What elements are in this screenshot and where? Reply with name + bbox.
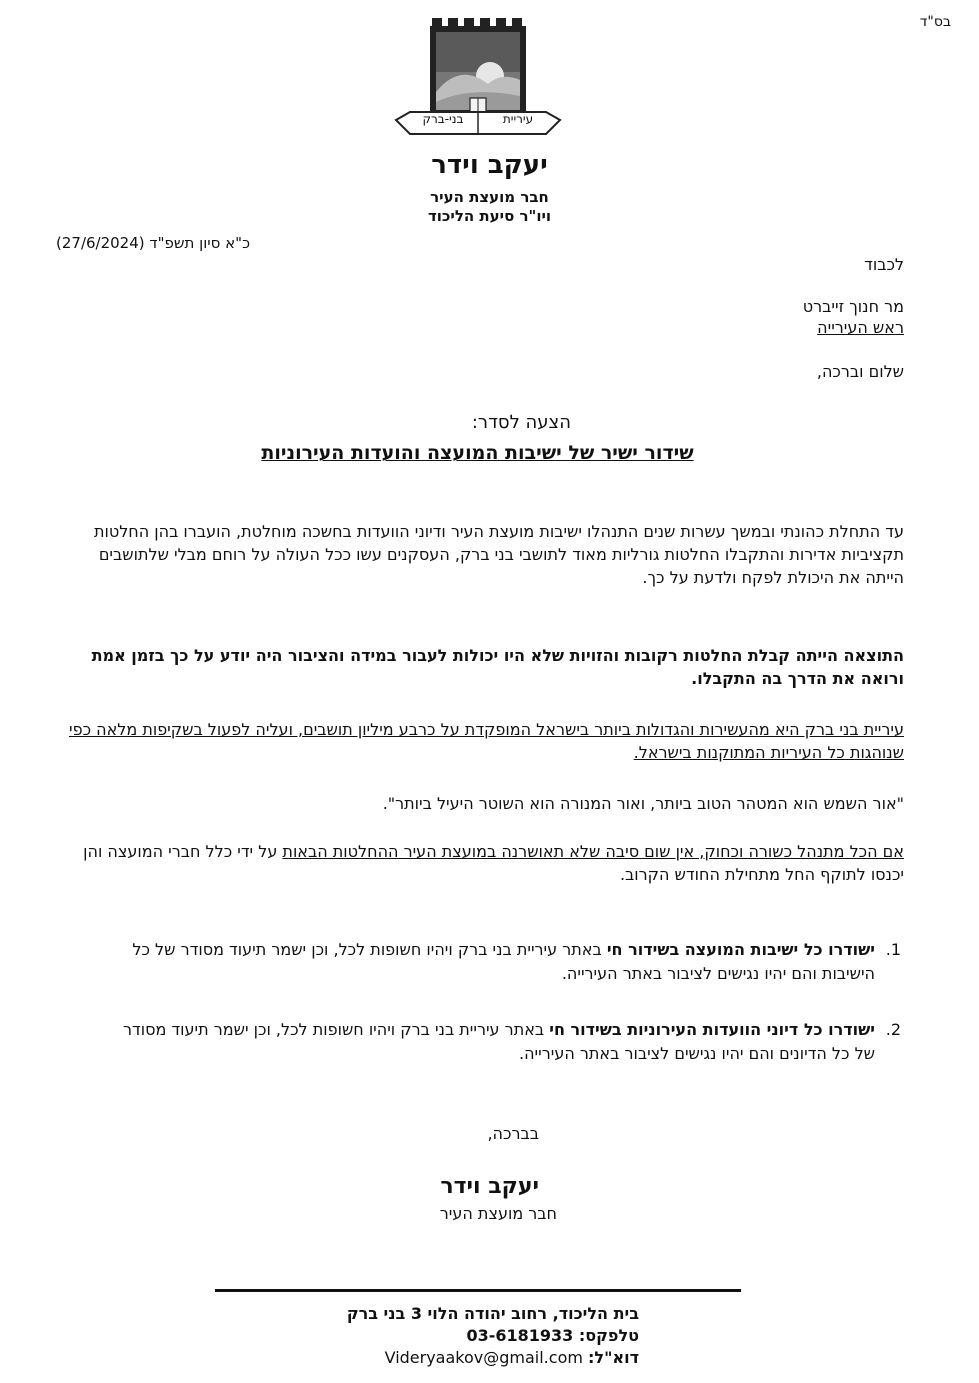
letter-date: כ"א סיון תשפ"ד (27/6/2024) [56, 234, 250, 252]
closing-blessing: בברכה, [487, 1124, 539, 1143]
list-item [105, 938, 901, 986]
author-name: יעקב וידר [431, 150, 548, 180]
footer-email-row [385, 1348, 639, 1367]
recipient-to: לכבוד [864, 255, 904, 274]
greeting: שלום וברכה, [816, 362, 904, 381]
paragraph-transparency: עיריית בני ברק היא מהעשירות והגדולות ביותר בישראל המופקדת על כרבע מיליון תושבים, ועליה לפעול בשקיפות מלאה כפי שנוהגות כל העיריות המתוקנות בישראל. [69, 720, 904, 762]
footer-divider [215, 1289, 741, 1292]
logo-text-name: בני-ברק [422, 112, 464, 126]
list-number: 2. [885, 1020, 901, 1039]
list-item-text: באתר עיריית בני ברק ויהיו חשופות לכל, וכן ישמר תיעוד מסודר של כל הישיבות והם יהיו נגישים לציבור באתר העירייה. [132, 940, 875, 983]
recipient-name: מר חנוך זייברט [802, 297, 904, 316]
footer-phone: טלפקס: 03-6181933 [466, 1326, 639, 1345]
footer-email-label: דוא"ל: [588, 1348, 639, 1367]
signature-role: חבר מועצת העיר [439, 1204, 557, 1223]
proposal-label: הצעה לסדר: [471, 412, 571, 433]
footer-email-link[interactable]: Videryaakov@gmail.com [384, 1348, 583, 1367]
signature-name: יעקב וידר [440, 1174, 539, 1199]
recipient-title: ראש העירייה [817, 318, 904, 337]
list-item [105, 1018, 901, 1066]
footer-address: בית הליכוד, רחוב יהודה הלוי 3 בני ברק [346, 1304, 639, 1323]
paragraph-background: עד התחלת כהונתי ובמשך עשרות שנים התנהלו ישיבות מועצת העיר ודיוני הוועדות בחשכה מוחלטת, הועברו בהן החלטות תקציביות אדירות והתקבלו החלטות גורליות מאוד לתושבי בני ברק, העסקנים עשו ככל העולה על רוחם מבלי שלתושבים הייתה את היכולת לפקח ולדעת על כך. [93, 522, 904, 587]
request-underlined-text: אם הכל מתנהל כשורה וכחוק, אין שום סיבה שלא תאושרנה במועצת העיר ההחלטות הבאות [282, 842, 904, 861]
paragraph-request [64, 840, 904, 886]
logo-text-city: עיריית [502, 112, 534, 126]
author-role-faction: ויו"ר סיעת הליכוד [427, 207, 552, 225]
author-role-council: חבר מועצת העיר [430, 188, 549, 206]
list-item-bold: ישודרו כל דיוני הוועדות העירוניות בשידור חי [549, 1020, 875, 1039]
paragraph-consequence: התוצאה הייתה קבלת החלטות רקובות והזויות שלא היו יכולות לעבור במידה והציבור היה יודע על כך בזמן אמת ורואה את הדרך בה התקבלו. [91, 646, 904, 688]
city-logo [390, 14, 566, 146]
list-item-bold: ישודרו כל ישיבות המועצה בשידור חי [606, 940, 875, 959]
proposal-title: שידור ישיר של ישיבות המועצה והועדות העירוניות [261, 442, 694, 464]
list-number: 1. [885, 940, 901, 959]
list-item-text: באתר עיריית בני ברק ויהיו חשופות לכל, וכן ישמר תיעוד מסודר של כל הדיונים והם יהיו נגישים לציבור באתר העירייה. [122, 1020, 875, 1063]
request-rest-text: על ידי כלל חברי המועצה והן יכנסו לתוקף החל מתחילת החודש הקרוב. [83, 842, 904, 884]
bsd-mark: בס"ד [919, 14, 951, 30]
paragraph-quote: "אור השמש הוא המטהר הטוב ביותר, ואור המנורה הוא השוטר היעיל ביותר". [382, 794, 904, 813]
